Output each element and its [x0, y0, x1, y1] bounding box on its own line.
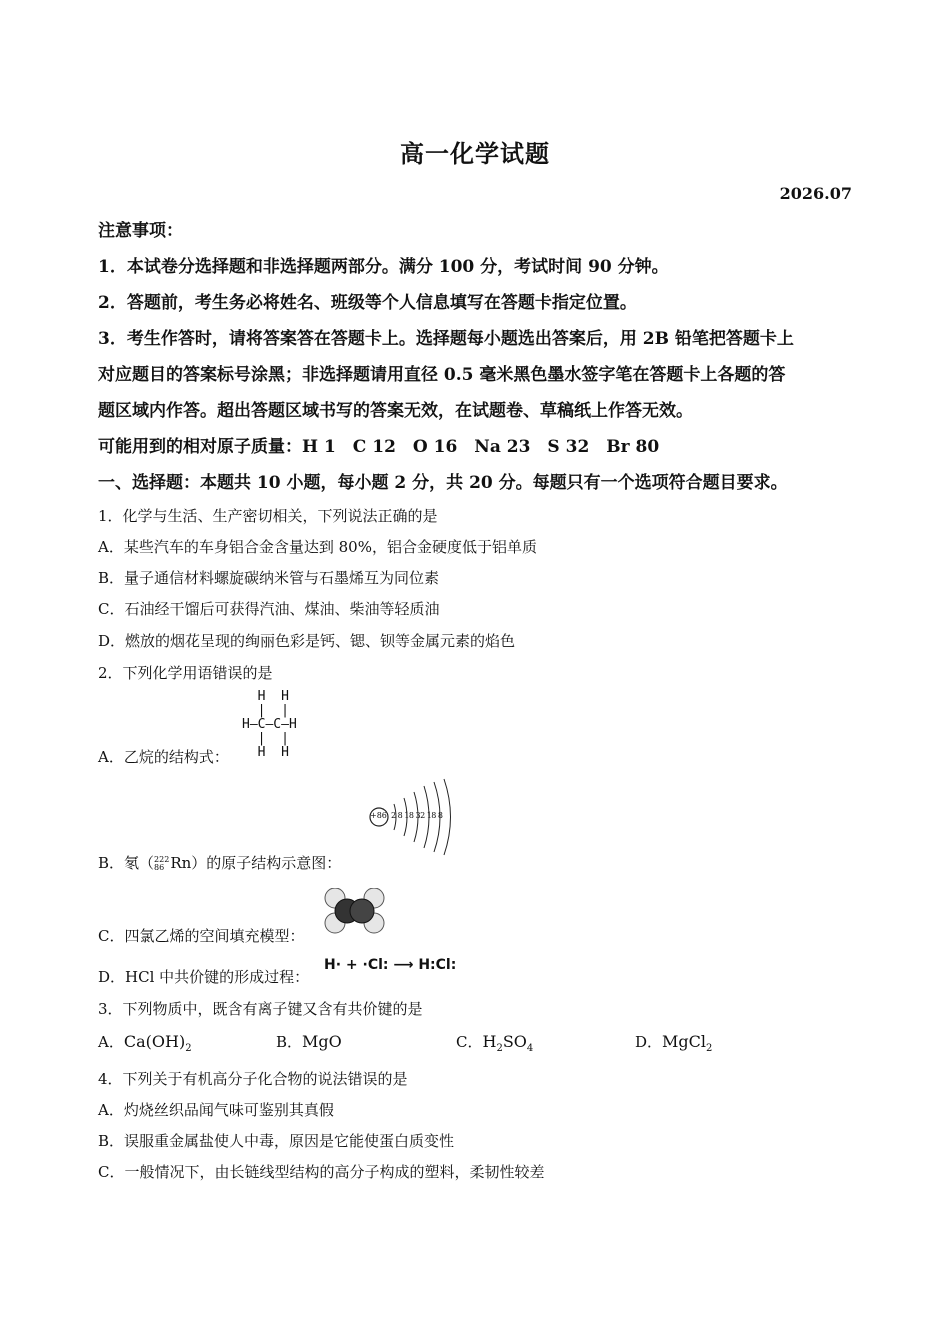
radon-shell-counts: 2 8 18 32 18 8	[391, 811, 443, 820]
radon-atom-diagram	[366, 776, 458, 858]
radon-atomic-number: 86	[154, 863, 165, 872]
question-3-option-c	[456, 1031, 533, 1054]
question-2-stem: 2．下列化学用语错误的是	[98, 664, 273, 682]
question-1-option-a: A．某些汽车的车身铝合金含量达到 80%，铝合金硬度低于铝单质	[98, 538, 537, 556]
tetrachloroethylene-model	[322, 888, 388, 934]
question-2-option-d: D．HCl 中共价键的形成过程：	[98, 968, 310, 986]
question-1-stem: 1．化学与生活、生产密切相关，下列说法正确的是	[98, 507, 438, 525]
space-filling-model-icon	[322, 888, 388, 934]
hcl-formation-equation: H· + ·Cl: ⟶ H:Cl:	[324, 957, 457, 973]
option-c-subscript-1: 2	[496, 1043, 503, 1054]
option-c-formula-so: SO	[502, 1032, 527, 1051]
option-b-formula: MgO	[302, 1032, 342, 1051]
radon-mass-number: 222	[154, 855, 170, 864]
notice-item-1: 1．本试卷分选择题和非选择题两部分。满分 100 分，考试时间 90 分钟。	[98, 257, 669, 277]
question-1-option-d: D．燃放的烟花呈现的绚丽色彩是钙、锶、钡等金属元素的焰色	[98, 632, 516, 650]
notice-heading: 注意事项：	[98, 221, 183, 241]
option-d-label: D．	[635, 1033, 663, 1051]
question-3-option-d	[635, 1031, 712, 1054]
question-2-option-b	[98, 852, 341, 873]
radon-symbol: Rn	[170, 854, 192, 872]
option-a-subscript: 2	[185, 1043, 192, 1054]
ethane-row-3: H—C—C—H	[242, 717, 297, 732]
ethane-row-5: H H	[242, 745, 289, 760]
question-1-option-b: B．量子通信材料螺旋碳纳米管与石墨烯互为同位素	[98, 569, 440, 587]
notice-item-3: 3．考生作答时，请将答案答在答题卡上。选择题每小题选出答案后，用 2B 铅笔把答题卡上	[98, 329, 794, 349]
question-4-option-b: B．误服重金属盐使人中毒，原因是它能使蛋白质变性	[98, 1132, 455, 1150]
question-2-option-a: A．乙烷的结构式：	[98, 748, 229, 766]
radon-nucleus-label: +86	[370, 811, 387, 820]
atomic-mass-line: 可能用到的相对原子质量：H 1 C 12 O 16 Na 23 S 32 Br 80	[98, 437, 660, 457]
ethane-row-1: H H	[242, 689, 289, 704]
notice-item-2: 2．答题前，考生务必将姓名、班级等个人信息填写在答题卡指定位置。	[98, 293, 637, 313]
section-heading: 一、选择题：本题共 10 小题，每小题 2 分，共 20 分。每题只有一个选项符合题目要求。	[98, 473, 788, 493]
option-d-subscript: 2	[706, 1043, 713, 1054]
ethane-structure	[242, 690, 297, 760]
option-b-suffix: ）的原子结构示意图：	[191, 854, 342, 872]
question-3-option-b	[276, 1031, 342, 1052]
option-b-prefix: B．氡（	[98, 854, 155, 872]
ethane-row-2: | |	[242, 703, 289, 718]
option-b-label: B．	[276, 1033, 303, 1051]
question-4-option-a: A．灼烧丝织品闻气味可鉴别其真假	[98, 1101, 334, 1119]
question-2-option-c: C．四氯乙烯的空间填充模型：	[98, 927, 305, 945]
option-c-label: C．	[456, 1033, 483, 1051]
notice-item-3-cont: 对应题目的答案标号涂黑；非选择题请用直径 0.5 毫米黑色墨水签字笔在答题卡上各题的答	[98, 365, 786, 385]
question-3-stem: 3．下列物质中，既含有离子键又含有共价键的是	[98, 1000, 423, 1018]
question-3-option-a	[98, 1031, 192, 1054]
ethane-row-4: | |	[242, 731, 289, 746]
page-title: 高一化学试题	[400, 139, 550, 168]
option-c-subscript-2: 4	[526, 1043, 534, 1054]
question-4-option-c: C．一般情况下，由长链线型结构的高分子构成的塑料，柔韧性较差	[98, 1163, 545, 1181]
exam-date: 2026.07	[779, 184, 852, 203]
option-c-formula-h: H	[482, 1032, 497, 1051]
notice-item-3-end: 题区域内作答。超出答题区域书写的答案无效，在试题卷、草稿纸上作答无效。	[98, 401, 693, 421]
option-d-formula: MgCl	[662, 1032, 707, 1051]
option-a-formula: Ca(OH)	[123, 1032, 186, 1051]
option-a-label: A．	[98, 1033, 124, 1051]
radon-isotope-numbers	[154, 856, 169, 872]
question-4-stem: 4．下列关于有机高分子化合物的说法错误的是	[98, 1070, 408, 1088]
question-1-option-c: C．石油经干馏后可获得汽油、煤油、柴油等轻质油	[98, 600, 440, 618]
